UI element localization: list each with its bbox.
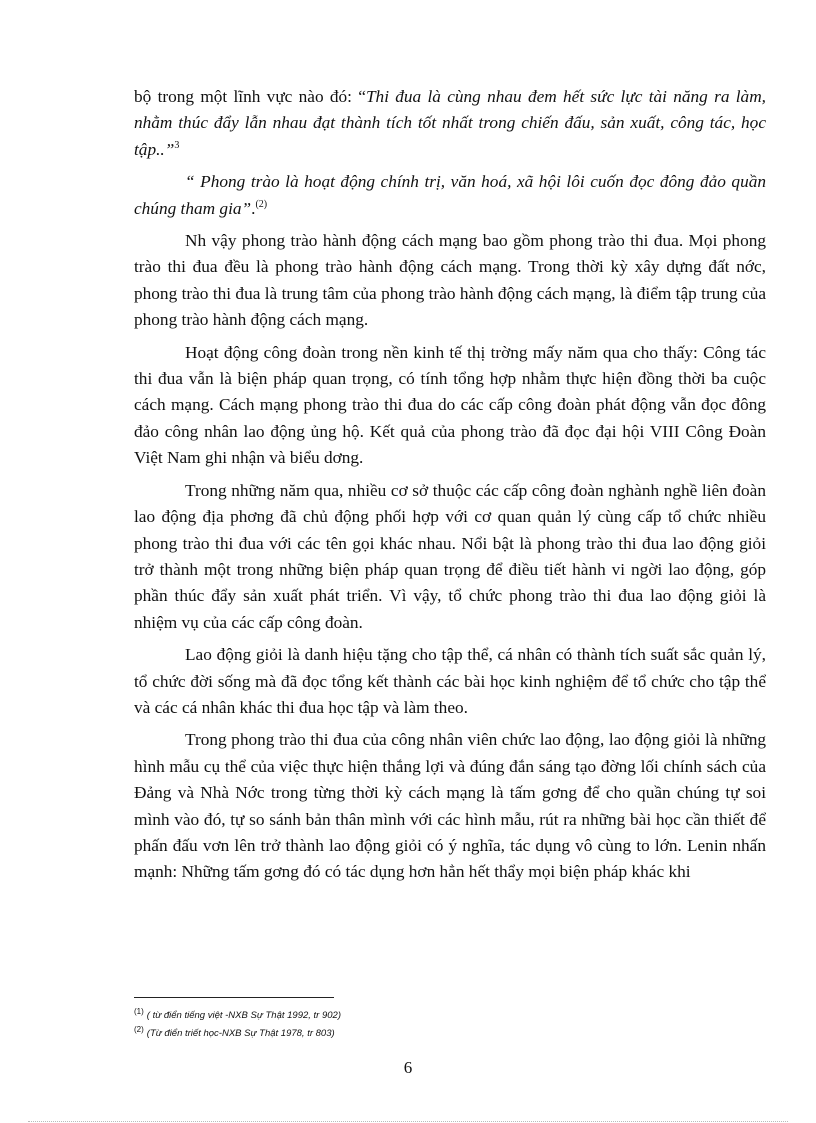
paragraph-4: Hoạt động công đoàn trong nền kinh tế thị trờng mấy năm qua cho thấy: Công tác thi đua vẫn là biện pháp quan trọng, có tính tổng hợp nhằm thực hiện đồng thời ba cuộc cách mạng. Cách mạng phong trào thi đua do các cấp công đoàn phát động vẫn đọc đông đảo công nhân lao động ủng hộ. Kết quả của phong trào đã đọc đại hội VIII Công Đoàn Việt Nam ghi nhận và biểu dơng.	[134, 342, 766, 468]
footnote-2	[134, 1023, 341, 1041]
footnote-ref: (2)	[255, 198, 268, 210]
paragraph-7: Trong phong trào thi đua của công nhân viên chức lao động, lao động giỏi là những hình mẫu cụ thể của việc thực hiện thắng lợi và đúng đắn sáng tạo đờng lối chính sách của Đảng và Nhà Nớc trong từng thời kỳ cách mạng là tấm gơng để cho quần chúng tự soi mình vào đó, tự so sánh bản thân mình với các hình mẫu, rút ra những bài học cần thiết để phấn đấu vơn lên trở thành lao động giỏi có ý nghĩa, tác dụng vô cùng to lớn. Lenin nhấn mạnh: Những tấm gơng đó có tác dụng hơn hẳn hết thẩy mọi biện pháp khác khi	[134, 730, 766, 882]
paragraph-2-quote: “ Phong trào là hoạt động chính trị, văn hoá, xã hội lôi cuốn đọc đông đảo quần chúng tham gia”	[134, 172, 766, 218]
body-text	[134, 84, 766, 886]
footnote-text: (Từ điển triết học-NXB Sự Thật 1978, tr 803)	[146, 1028, 335, 1040]
paragraph-1	[134, 84, 766, 163]
footnote-mark: (2)	[134, 1025, 144, 1035]
footnote-text: ( từ điển tiếng việt -NXB Sự Thật 1992, tr 902)	[146, 1010, 341, 1022]
page-bottom-divider	[28, 1121, 788, 1122]
paragraph-6: Lao động giỏi là danh hiệu tặng cho tập thể, cá nhân có thành tích suất sắc quản lý, tổ chức đời sống mà đã đọc tổng kết thành các bài học kinh nghiệm để tổ chức cho tập thể và các cá nhân khác thi đua học tập và làm theo.	[134, 645, 766, 717]
footnote-1	[134, 1005, 341, 1023]
paragraph-2	[134, 169, 766, 222]
paragraph-1-quote: Thi đua là cùng nhau đem hết sức lực tài năng ra làm, nhằm thúc đẩy lẫn nhau đạt thành tích tốt nhất trong chiến đấu, sản xuất, công tác, học tập..”	[134, 87, 767, 159]
paragraph-1-lead: bộ trong một lĩnh vực nào đó: “	[134, 87, 366, 106]
paragraph-5: Trong những năm qua, nhiều cơ sở thuộc các cấp công đoàn nghành nghề liên đoàn lao động địa phơng đã chủ động phối hợp với cơ quan quản lý cùng cấp tổ chức nhiều phong trào thi đua với các tên gọi khác nhau. Nổi bật là phong trào thi đua lao động giỏi trở thành một trong những biện pháp quan trọng để điều tiết hành vi ngời lao động, góp phần thúc đẩy sản xuất phát triển. Vì vậy, tổ chức phong trào thi đua lao động giỏi là nhiệm vụ của các cấp công đoàn.	[134, 480, 766, 632]
paragraph-2-end: .	[251, 198, 256, 218]
footnote-ref: 3	[174, 140, 180, 152]
page-number: 6	[403, 1058, 413, 1077]
footnote-divider	[134, 997, 334, 998]
paragraph-3: Nh vậy phong trào hành động cách mạng bao gồm phong trào thi đua. Mọi phong trào thi đua đều là phong trào hành động cách mạng. Trong thời kỳ xây dựng đất nớc, phong trào thi đua là trung tâm của phong trào hành động cách mạng, là điểm tập trung của phong trào hành động cách mạng.	[134, 231, 766, 330]
footnotes	[134, 1005, 341, 1041]
footnote-mark: (1)	[134, 1007, 144, 1016]
